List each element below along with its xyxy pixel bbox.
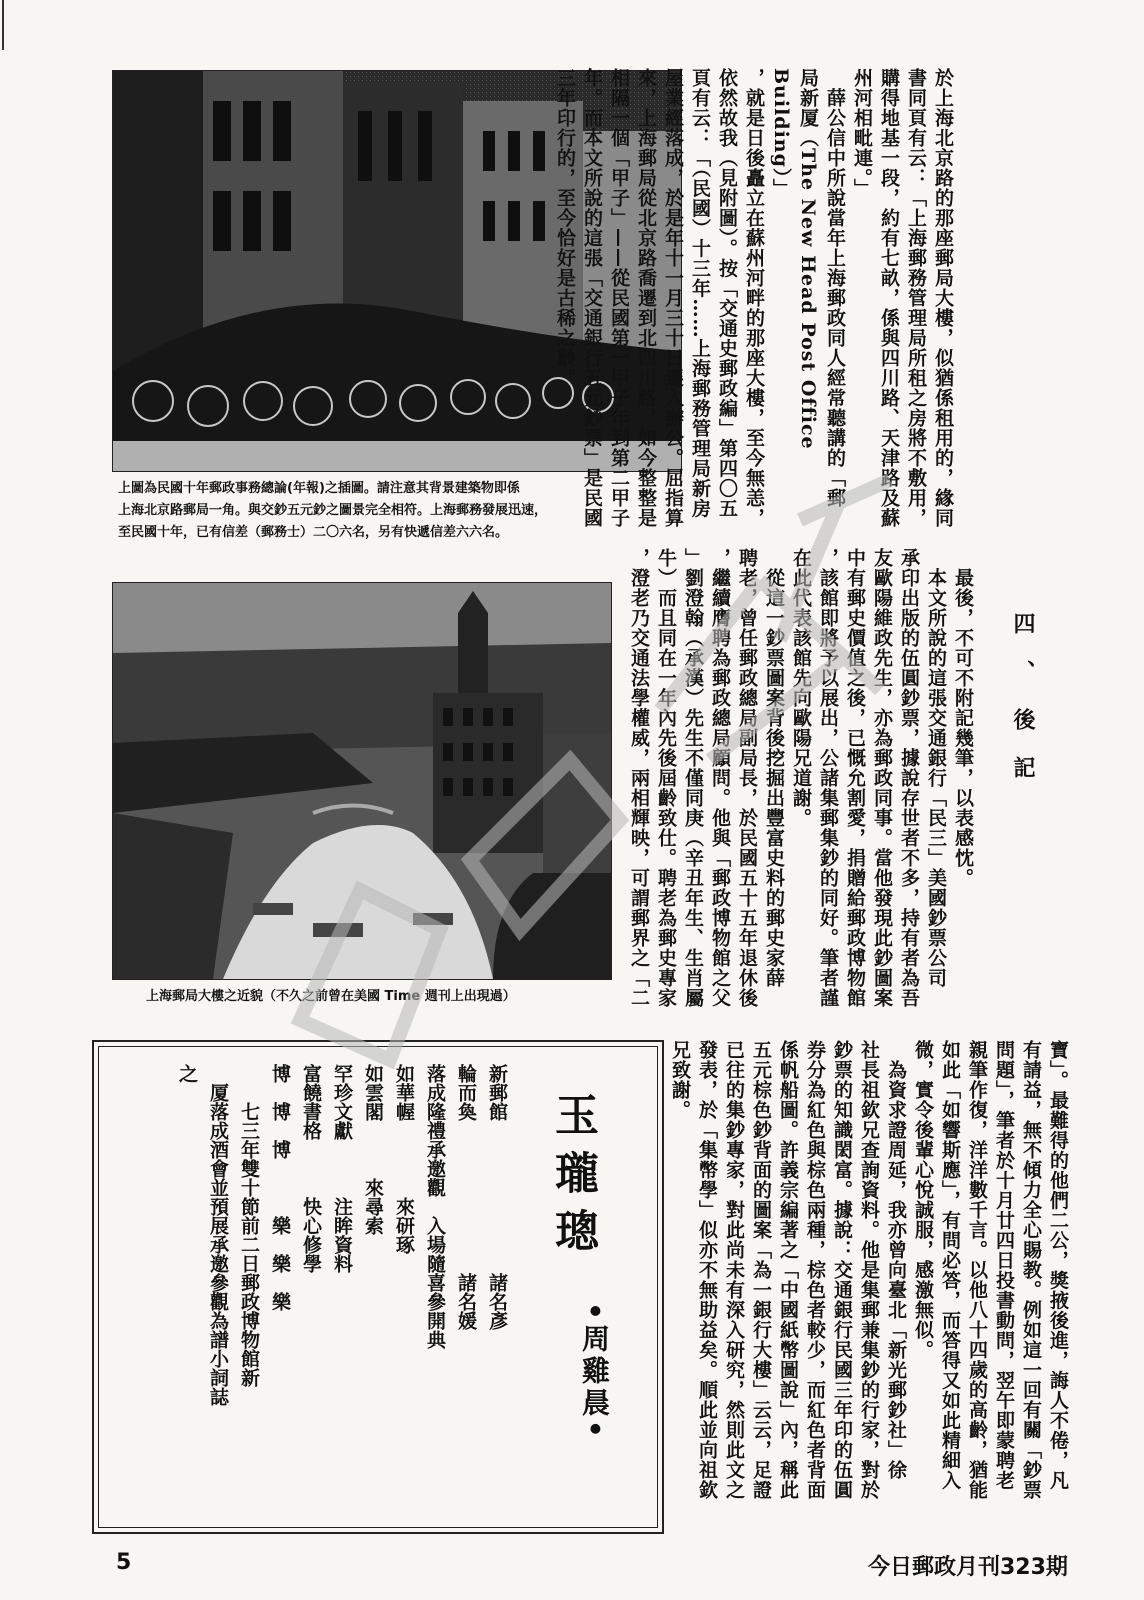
- text-line: 友歐陽維政先生，亦為郵政同事。當他發現此鈔圖案: [871, 548, 893, 1008]
- text-line: 券分為紅色與棕色兩種，棕色者較少，而紅色者背面: [804, 1040, 826, 1500]
- text-line: 相隔一個「甲子」——從民國第一甲子年到第二甲子: [608, 68, 630, 528]
- text-line: 依然故我（見附圖）。按「交通史郵政編」第四〇五: [716, 68, 738, 519]
- poem-line: 如華幄 來研琢: [393, 1064, 415, 1254]
- text-line: ，繼續膺聘為郵政總局顧問。他與「郵政博物館之父: [709, 548, 731, 1008]
- text-line: 三年印行的，至今恰好是古稀之齡。: [554, 68, 576, 388]
- photo-shanghai-post-office: [112, 582, 612, 980]
- margin-rule: [2, 0, 4, 50]
- text-line: 聘老，曾任郵政總局副局長，於民國五十五年退休後: [736, 548, 758, 1008]
- text-line: 兄致謝。: [669, 1040, 691, 1120]
- poem-line: 落成隆禮承邀觀 入場隨喜參開典: [424, 1064, 446, 1349]
- text-line: 如此「如響斯應」，有問必答，而答得又如此精細入: [939, 1040, 961, 1491]
- text-line: 購得地基一段，約有七畝，係與四川路、天津路及蘇: [878, 68, 900, 528]
- text-line: 親筆作復，洋洋數千言。以他八十四歲的高齡，猶能: [966, 1040, 988, 1500]
- photo1-caption-line1: 上圖為民國十年郵政事務總論(年報)之插圖。請注意其背景建築物即係: [118, 481, 520, 496]
- poem-line: 之: [176, 1064, 198, 1083]
- text-line: 發表，於「集幣學」似亦不無助益矣。順此並向祖欽: [696, 1040, 718, 1500]
- text-line: ，就是日後矗立在蘇州河畔的那座大樓，至今無恙，: [743, 68, 765, 528]
- poem-line: 輪而奐 諸名媛: [455, 1064, 477, 1330]
- text-line: ，澄老乃交通法學權威，兩相輝映，可謂郵界之「二: [628, 548, 650, 1008]
- text-line: 問題」，筆者於十月廿四日投書動問，翌午即蒙聘老: [993, 1040, 1015, 1491]
- text-line: 頁有云：「（民國）十三年……上海郵務管理局新房: [689, 68, 711, 519]
- text-line: 五元棕色鈔背面的圖案「為一銀行大樓」云云，足證: [750, 1040, 772, 1500]
- text-line: 」劉澄翰（承漢）先生不僅同庚（辛丑年生、生肖屬: [682, 548, 704, 1008]
- text-line: 薛公信中所說當年上海郵政同人經常聽講的「郵: [824, 68, 846, 508]
- afterword-block: [626, 548, 976, 1018]
- poem-line: 厦落成酒會並預展承邀參觀為譜小詞誌: [207, 1064, 229, 1406]
- text-line: 最後，不可不附記幾筆，以表感忱。: [952, 548, 974, 888]
- text-line: 年。而本文所說的這張「交通銀行五元鈔票」是民國: [581, 68, 603, 528]
- poem-line: 博 博 博 樂 樂 樂: [269, 1064, 291, 1311]
- text-line: 社長祖欽兄查詢資料。他是集郵兼集鈔的行家，對於: [858, 1040, 880, 1500]
- text-line: 已往的集鈔專家，對此尚未有深入研究，然則此文之: [723, 1040, 745, 1500]
- text-line: 有請益，無不傾力全心賜教。例如這一回有關「鈔票: [1020, 1040, 1042, 1500]
- text-line: 寶」。最難得的他們二公，獎掖後進，誨人不倦，凡: [1047, 1040, 1069, 1491]
- text-line: 來，上海郵局從北京路喬遷到北四川路，如今整整是: [635, 68, 657, 528]
- text-line: 承印出版的伍圓鈔票，據說存世者不多，持有者為吾: [898, 548, 920, 1008]
- magazine-issue: 今日郵政月刊323期: [868, 1555, 1068, 1580]
- text-line: 屋業經落成，於是年十一月三十日遷入辦公。屈指算: [662, 68, 684, 528]
- poem-line: 如雲閣 來尋索: [362, 1064, 384, 1235]
- top-text-block: [554, 68, 956, 538]
- poem-line: 罕珍文獻 注眸資料: [331, 1064, 353, 1273]
- poem-line: 七三年雙十節前二日郵政博物館新: [238, 1064, 260, 1387]
- page-number: 5: [116, 1550, 132, 1575]
- text-line: 牛）而且同在一年內先後屆齡致仕。聘老為郵史專家: [655, 548, 677, 1008]
- poem-line: 新郵館 諸名彥: [486, 1064, 508, 1330]
- poem-box: [92, 1040, 664, 1534]
- text-line: 為資求證周延，我亦曾向臺北「新光郵鈔社」徐: [885, 1040, 907, 1480]
- poem-line: 富饒書格 快心修學: [300, 1064, 322, 1273]
- text-line: 從這一鈔票圖案背後挖掘出豐富史料的郵史家薛: [763, 548, 785, 988]
- text-line: 書同頁有云：「上海郵務管理局所租之房將不敷用，: [905, 68, 927, 528]
- text-line: 微，實令後輩心悅誠服，感激無似。: [912, 1040, 934, 1360]
- poem-author: •周雞晨•: [578, 1302, 611, 1442]
- text-line: 局新厦（The New Head Post Office Building）」: [770, 68, 819, 450]
- poem-title: 玉瓏璁: [547, 1092, 598, 1266]
- text-line: ，該館即將予以展出，公諸集郵集鈔的同好。筆者謹: [817, 548, 839, 1008]
- text-line: 係帆船圖。許義宗編著之「中國紙幣圖說」內，稱此: [777, 1040, 799, 1500]
- bottom-text-block: [666, 1040, 1071, 1510]
- photo2-caption: 上海郵局大樓之近貌（不久之前曾在美國 Time 週刊上出現過）: [146, 989, 516, 1004]
- photo1-caption-line2: 上海北京路郵局一角。與交鈔五元鈔之圖景完全相符。上海郵務發展迅速，: [118, 503, 548, 518]
- afterword-heading: 四、後記: [1010, 612, 1036, 804]
- poem-body: [152, 1064, 512, 1504]
- text-line: 在此代表該館先向歐陽兄道謝。: [790, 548, 812, 828]
- text-line: 鈔票的知識閎富。據說：交通銀行民國三年印的伍圓: [831, 1040, 853, 1500]
- photo1-caption-line3: 至民國十年，已有信差（郵務士）二〇六名，另有快遞信差六六名。: [118, 525, 509, 540]
- text-line: 於上海北京路的那座郵局大樓，似猶係租用的，緣同: [932, 68, 954, 528]
- text-line: 本文所說的這張交通銀行「民三」美國鈔票公司: [925, 548, 947, 988]
- text-line: 中有郵史價值之後，已慨允割愛，捐贈給郵政博物館: [844, 548, 866, 1008]
- text-line: 州河相毗連。」: [851, 68, 873, 199]
